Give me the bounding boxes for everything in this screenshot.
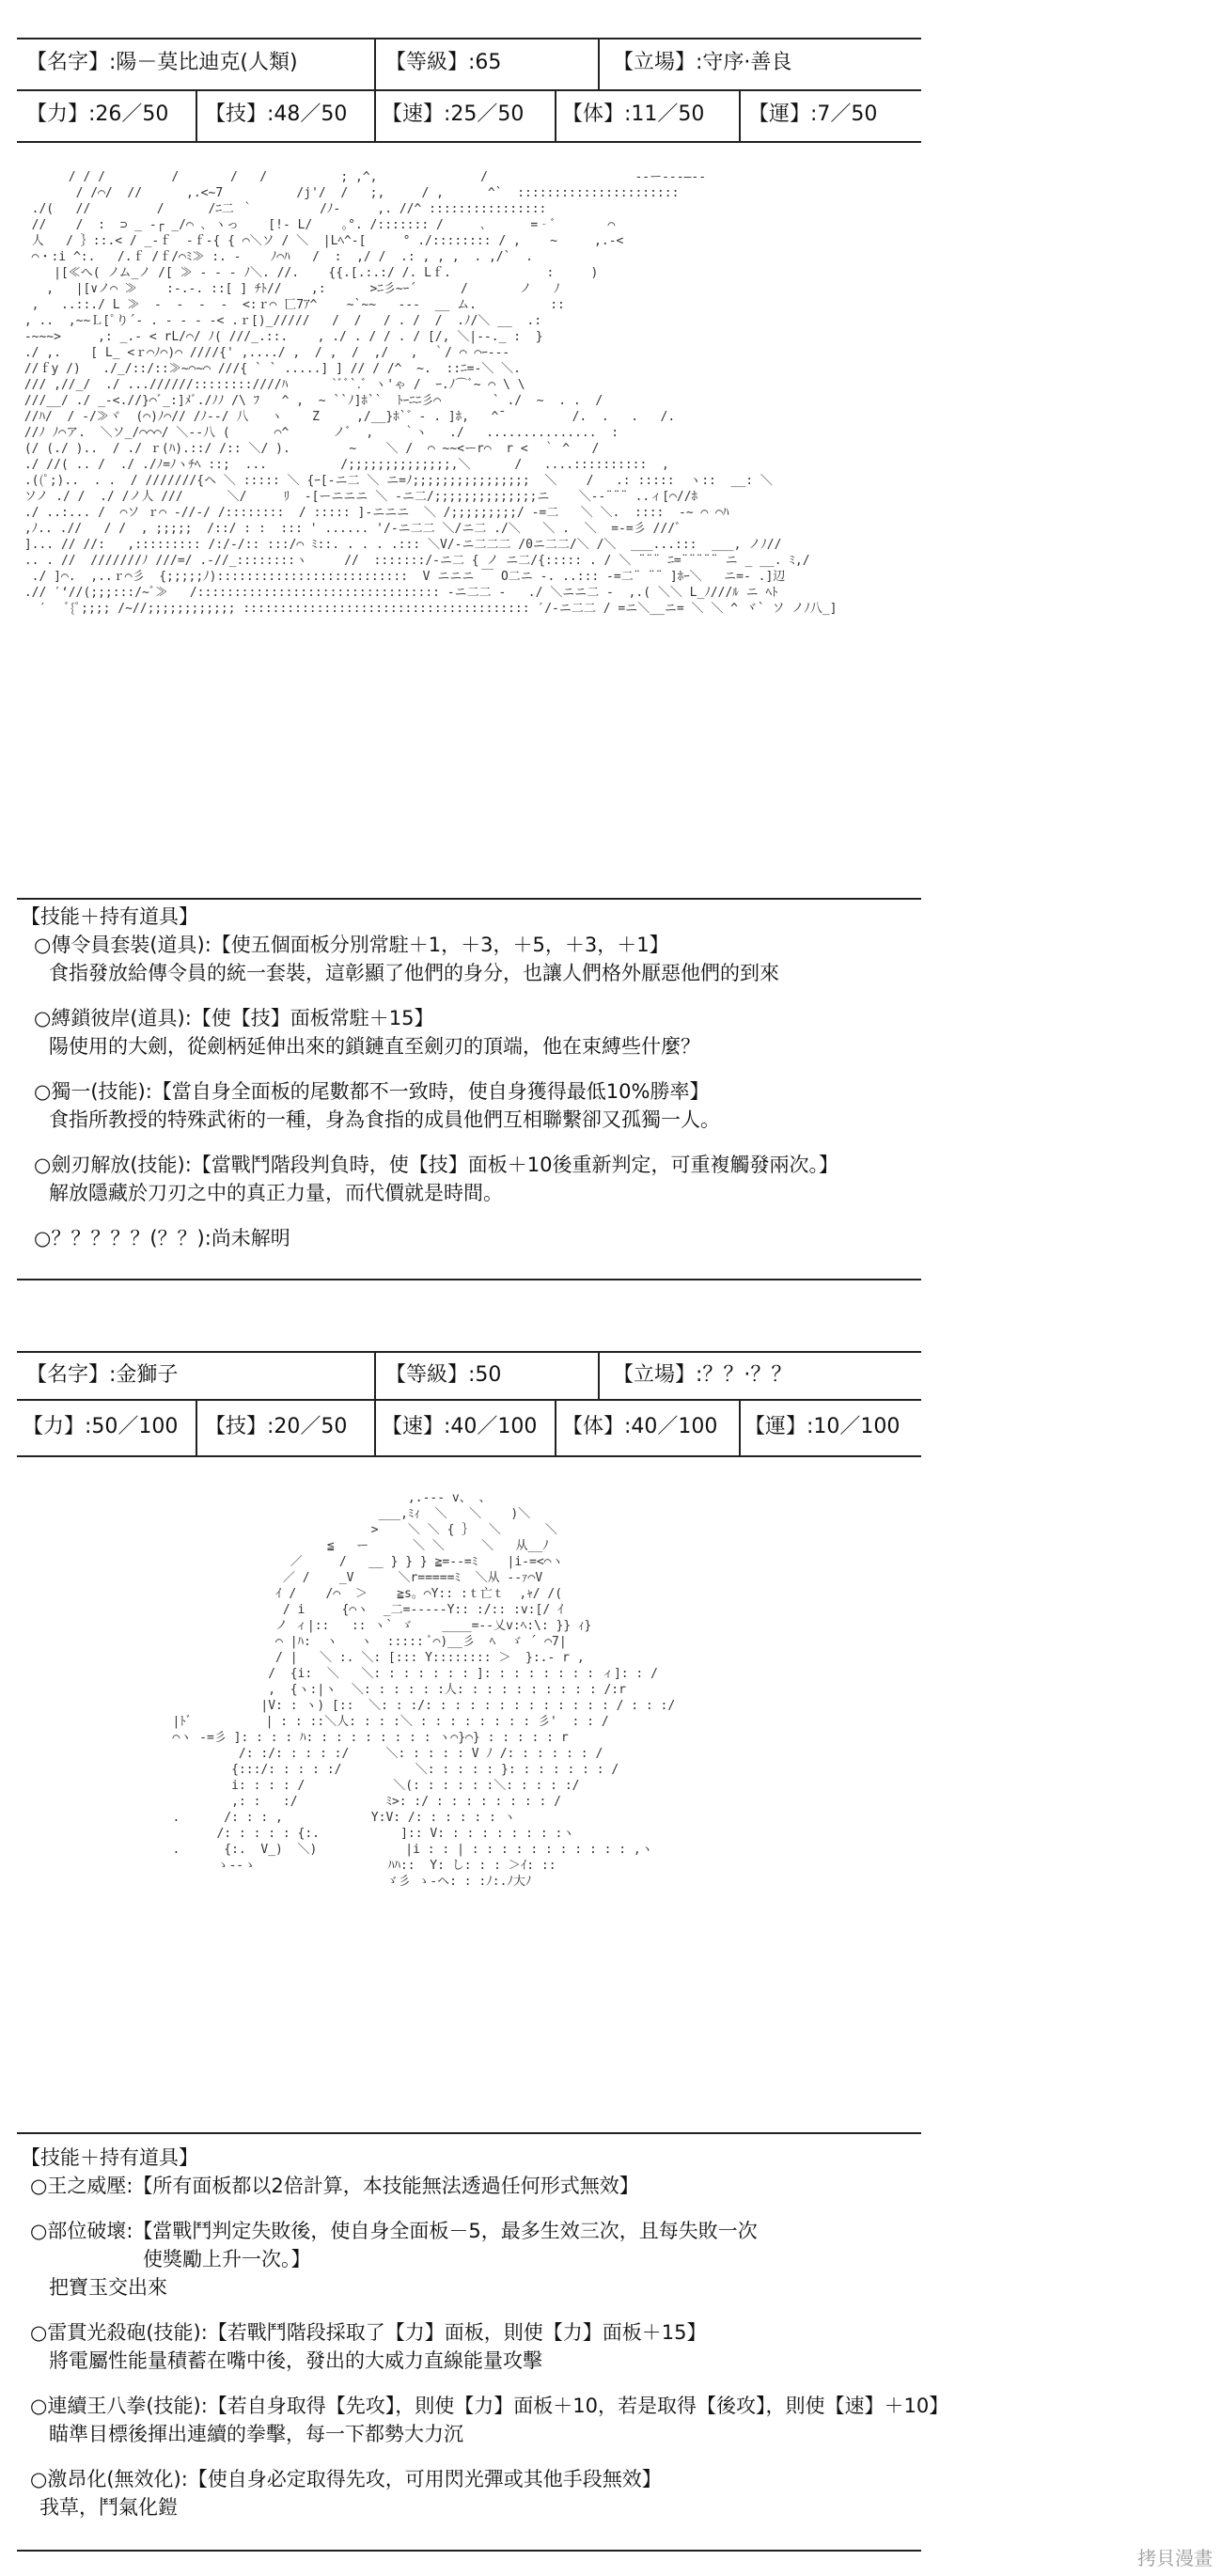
char1-skills-section — [21, 903, 838, 1252]
char2-section-bottom — [17, 2550, 921, 2552]
char2-skill-desc: 我草，鬥氣化鎧 — [39, 2496, 178, 2519]
char2-name: 【名字】:金獅子 — [26, 1363, 179, 1387]
char1-skills-header: 【技能＋持有道具】 — [21, 905, 198, 928]
table1-vline — [739, 89, 741, 141]
table2-vline — [374, 1351, 376, 1399]
table1-vline — [555, 89, 556, 141]
table2-vline — [598, 1351, 600, 1399]
char1-ascii-art: / / / / / / ; ,^, / --ー‐--―-- / /⌒/ // ,.<~7 /j'/ / ;, / , ^` :::::::::::::::::::::: ./( // / /ﾆ二 ｀ /ﾉ- ,. //^ :::::::::::::::: // / : ⊃ _ -┌ _/⌒ ､ ヽっ [!- L/ ｡°. /::::::: / ､ =‐ﾞ ⌒ 人 / ｝::.< / _-ｆ -ｆ‐{ { ⌒＼ソ / ＼ |Lﾍ^-[ ° ./:::::::: / , ~ ,.-< ⌒・:i ^:. /.ｆ /ｆ/⌒ﾐ≫ :. - ﾉ⌒ﾊ / : ,/ / .: , , , . ,/` . |[≪へ( ノム_ノ /[ ≫ - - - ﾉ＼. //. {{.[.:.:/ /. Lｆ. : ) , |[∨ノ⌒ ≫ :-.-. ::[ ] ﾁﾄ// ,: >ﾆ彡~ｰ´ / ノ ﾉ , ..::./ L ≫ - - - - <:ｒ⌒ 匸7ｱ^ ~`~~ -‐- __ ム. :: , .. ,~~Ｌ[ﾟり´- . - - - -< .ｒ[)_///// / / / . / / .ﾉ/＼ __ .: -~~~> ,: _.- < rL/⌒/ ﾉ( ///_.::. , ./ . / / . / [/, ＼|--._ : } ./ ,. [ L_ <ｒ⌒ﾉ⌒)⌒ ////{' ,..../ , / , / ,/ , ｀/ ⌒ ⌒ｰ-‐- //ｆy /) ./_/::/::≫~⌒~⌒ ///{ ` ` .....] ] // / /^ ~. ::ﾆ=‐＼ ＼. /// ,//_/ ./ ...//////::::::::////ﾊ `ﾞﾞ`.ﾞ ヽ'ゃ / ｰ.ﾉ⌒ﾞ~ ⌒ \ \ ///__/ ./ _-<.//}⌒ﾞ_:]ﾒﾞ./ﾉﾉ /\ ﾌ ^ , ~ ``ﾉ]ﾎ`` ﾄｰﾆﾆ彡⌒ ` ./ ~ . . / //ﾊ/ / -/≫ヾ (⌒)ﾉ⌒// /ﾉ--/ 八 ヽ Z ,/__}ﾎ`゛- . ]ﾎ, ^¯ /. . . /. //ﾉ ﾉ⌒ア. ＼ソ_/⌒⌒⌒/ ＼--八 ( ⌒^ ノﾞ , ｀ヽ ./ ............... : (/ (./ ).. / ./ ｒ(ﾊ).::/ /:: ＼/ ). ~ ＼ / ⌒ ~~<ーr⌒ r < ｀ ^ / ./ //( .. / ./ ./ﾉ=ﾉヽﾁﾍ ::; ... /;;;;;;;;;;;;;;,＼ / ....:::::::::: , .((ﾟ;).. . . / ///////{ヘ ＼ ::::: ＼ {ｰ[-ニ二 ＼ ニ=ﾉ;;;;;;;;;;;;;;;; ＼ / .: ::::: ヽ:: __: ＼ ソノ ./ / ./ /ノ人 /// ＼/ ﾘ -[ーニニニ ＼ -ニ二/;;;;;;;;;;;;;;ニ ＼-‐¨¨¨ ..ィ[⌒//ﾎ ./ ..:... / ⌒ソ ｒ⌒ -//-/ /:::::::: / ::::: ]-ニニニ ＼ /;;;;;;;;;/ -=二 ＼ ＼. :::: -~ ⌒ ⌒ﾊ ,ﾉ.. .// / / , ;;;;; /::/ : : ::: ' ...... '/-ニ二二 ＼/ニ二 ./＼ ＼ . ＼ =-=彡 ///ﾞ ]... // //: ,::::::::: /:/-/:: :::/⌒ ﾐ::. . . . .::: ＼V/-ニ二二二 /0ニ二二/＼ /＼ ___...::: ___, ノﾉ// .. . // ///////ﾉ ///=/ .-//_::::::::ヽ // :::::::/-ニ二 { ノ ニ二/{::::: . / ＼ ¨¨¨ ﾆ=¨¨¨¨¨ ニ _ __. ﾐ,/ ./ ]⌒. ,..ｒ⌒彡 {;;;;;ﾉ):::::::::::::::::::::::::: V ニニニ ￣ O二ニ -. ..::: -=二¨ ¨¨ ]ﾎｰ＼ ニ=- .]辺 .// ′‘//(;;;:::/~ﾞ≫ /::::::::::::::::::::::::::::::::: -ニ二二 - ./ ＼ニニ二 - ,.( ＼＼ L_ﾉ///ﾙ ニ ﾍﾄ ′ ﾞ{ﾟ;;;; /~//;;;;;;;;;;;; ::::::::::::::::::::::::::::::::::::::: ′/-ニ二二 / =ニ＼__ニ= ＼ ＼ ^ ヾ` ソ ノﾉ八_] — [24, 170, 838, 616]
char2-skill-title: ○王之威壓:【所有面板都以2倍計算，本技能無法透過任何形式無效】 — [30, 2175, 639, 2197]
char1-skill-desc: 食指發放給傳令員的統一套裝，這彰顯了他們的身分，也讓人們格外厭惡他們的到來 — [49, 962, 779, 984]
char1-name: 【名字】:陽－莫比迪克(人類) — [26, 51, 298, 74]
char2-skills-section — [21, 2144, 948, 2521]
table2-top-border — [17, 1351, 921, 1353]
char1-stat-skill: 【技】:48／50 — [205, 102, 348, 126]
table1-vline — [374, 89, 376, 141]
char2-skills-header: 【技能＋持有道具】 — [21, 2146, 198, 2169]
char1-skill-title: ○？？？？？(？？):尚未解明 — [34, 1227, 290, 1249]
table1-top-border — [17, 38, 921, 39]
char2-stance: 【立場】:？？·？？ — [613, 1363, 792, 1387]
char2-skill-desc: 把寶玉交出來 — [49, 2276, 167, 2299]
char2-skill-title: ○激昂化(無效化):【使自身必定取得先攻，可用閃光彈或其他手段無效】 — [30, 2468, 662, 2490]
table2-mid-border — [17, 1399, 921, 1401]
char1-stat-body: 【体】:11／50 — [562, 102, 705, 126]
watermark-text: 拷貝漫畫 — [1137, 2547, 1213, 2569]
char1-art-divider — [17, 898, 921, 900]
char1-stat-speed: 【速】:25／50 — [382, 102, 525, 126]
char1-skill-title: ○傳令員套裝(道具):【使五個面板分別常駐＋1，＋3，＋5，＋3，＋1】 — [34, 934, 669, 956]
char1-skill-desc: 食指所教授的特殊武術的一種，身為食指的成員他們互相聯繫卻又孤獨一人。 — [49, 1108, 720, 1131]
table2-vline — [739, 1399, 741, 1455]
char2-skill-title: ○雷貫光殺砲(技能):【若戰鬥階段採取了【力】面板，則使【力】面板＋15】 — [30, 2321, 707, 2344]
char1-stat-luck: 【運】:7／50 — [748, 102, 878, 126]
table2-bottom-border — [17, 1455, 921, 1457]
char2-stat-body: 【体】:40／100 — [562, 1415, 718, 1438]
char2-stat-strength: 【力】:50／100 — [23, 1415, 179, 1438]
table2-vline — [555, 1399, 556, 1455]
char1-stat-strength: 【力】:26／50 — [26, 102, 169, 126]
table1-vline — [598, 38, 600, 89]
table2-vline — [374, 1399, 376, 1455]
table1-mid-border — [17, 89, 921, 91]
table1-vline — [374, 38, 376, 89]
char2-art-divider — [17, 2132, 921, 2134]
char1-skill-title: ○劍刃解放(技能):【當戰鬥階段判負時，使【技】面板＋10後重新判定，可重複觸發兩次。】 — [34, 1154, 839, 1176]
char1-section-bottom — [17, 1279, 921, 1280]
table1-bottom-border — [17, 141, 921, 143]
char2-level: 【等級】:50 — [385, 1363, 502, 1387]
char1-level: 【等級】:65 — [385, 51, 502, 74]
char2-skill-desc: 瞄準目標後揮出連續的拳擊，每一下都勢大力沉 — [49, 2423, 463, 2445]
char1-stance: 【立場】:守序·善良 — [613, 51, 792, 74]
char1-skill-title: ○縛鎖彼岸(道具):【使【技】面板常駐＋15】 — [34, 1007, 434, 1029]
char2-skill-title: ○部位破壞:【當戰鬥判定失敗後，使自身全面板－5，最多生效三次，且每失敗一次 — [30, 2220, 758, 2242]
char2-ascii-art: ,.--- v、 、 ___,ﾐｨ ＼ ＼ )＼ > ＼ ＼ { ｝ ＼ ＼ ≦ ー ＼ ＼ ＼ 从__ﾉ ／ / __ } } } ≧=--=ﾐ |i-=<⌒ヽ ／ / _V ＼r=====ﾐ ＼从 --ｧ⌒V ｲ / /⌒ ＞ ≧s。⌒Y:: :ｔ亡ｔ ,ｬ/ /( / i {⌒ヽ _二=-----Y:: :/:: :v:[/ ｲ ノ ィ|:: :: ヽ` ゞ ____=--乂v:ﾍ:\: }} ｨ} ⌒ |ﾊ: ヽ ヽ ::::: ﾞ⌒)__彡 ﾍ ゞ ´ ⌒7| / | ＼ :. ＼: [::: Y:::::::: ＞ }:.- r , / {i: ＼ ＼: : : : : : : ]: : : : : : : : ィ]: : / , {ヽ:|ヽ ＼: : : : : :人: : : : : : : : : : /:r |V: : ヽ) [:: ＼: : :/: : : : : : : : : : : : : / : : :/ |ﾄﾞ | : : ::＼人: : : :＼ : : : : : : : : 彡' : : / ⌒ヽ ‐=彡 ]: : : : ﾊ: : : : : : : : : ヽ⌒}⌒} : : : : : r /: :/: : : : :/ ＼: : : : : V ﾉ /: : : : : : / {:::/: : : : :/ ＼: : : : : }: : : : : : : / i: : : : / ＼(: : : : : :＼: : : : :/ ,: : :/ ﾐ>: :/ : : : : : : : : / . /: : : , Y:V: /: : : : : : ヽ /: : : : : {:. ]:: V: : : : : : : : :ヽ . {:. V_) ＼) |i : : | : : : : : : : : : : : ,ヽ ゝ-‐ゝ ﾊﾊ:: Y: し: : : ＞ｲ: :: ゞ彡 ゝ‐ヘ: : :ﾉ:.ﾉ大ﾉ — [172, 1491, 676, 1889]
char2-skill-title: ○連續王八拳(技能):【若自身取得【先攻】，則使【力】面板＋10，若是取得【後攻】，則使【速】＋10】 — [30, 2395, 949, 2417]
char1-skill-desc: 陽使用的大劍，從劍柄延伸出來的鎖鏈直至劍刃的頂端，他在束縛些什麼？ — [49, 1035, 700, 1058]
char2-stat-skill: 【技】:20／50 — [205, 1415, 348, 1438]
table1-vline — [196, 89, 197, 141]
char1-skill-desc: 解放隱藏於刀刃之中的真正力量，而代價就是時間。 — [49, 1182, 503, 1204]
char2-stat-speed: 【速】:40／100 — [382, 1415, 538, 1438]
table2-vline — [196, 1399, 197, 1455]
char1-skill-title: ○獨一(技能):【當自身全面板的尾數都不一致時，使自身獲得最低10%勝率】 — [34, 1080, 710, 1103]
char2-stat-luck: 【運】:10／100 — [744, 1415, 901, 1438]
char2-skill-desc-cont: 使獎勵上升一次。】 — [143, 2248, 311, 2270]
char2-skill-desc: 將電屬性能量積蓄在嘴中後，發出的大威力直線能量攻擊 — [49, 2349, 542, 2372]
